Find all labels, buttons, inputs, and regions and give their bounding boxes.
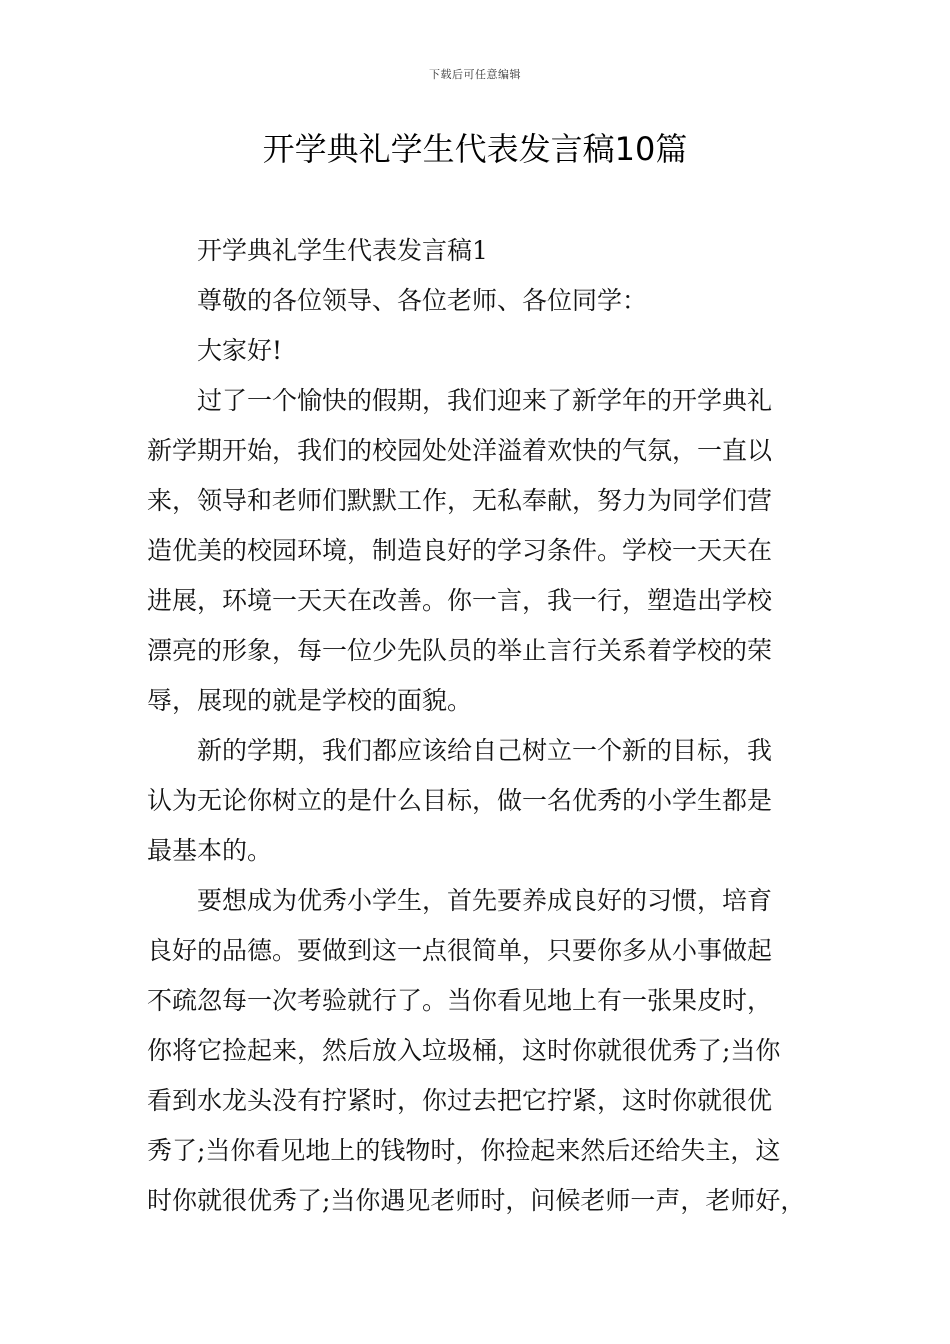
text-line: 良好的品德。要做到这一点很简单，只要你多从小事做起 bbox=[147, 936, 773, 965]
text-line: 时你就很优秀了;当你遇见老师时，问候老师一声，老师好， bbox=[147, 1186, 806, 1215]
text-line: 新学期开始，我们的校园处处洋溢着欢快的气氛，一直以 bbox=[147, 436, 773, 465]
header-note: 下载后可任意编辑 bbox=[429, 68, 521, 81]
text-line: 漂亮的形象，每一位少先队员的举止言行关系着学校的荣 bbox=[147, 636, 773, 665]
text-line: 造优美的校园环境，制造良好的学习条件。学校一天天在 bbox=[147, 536, 773, 565]
text-line: 不疏忽每一次考验就行了。当你看见地上有一张果皮时， bbox=[147, 986, 773, 1015]
document-body bbox=[147, 226, 815, 1226]
text-line: 进展，环境一天天在改善。你一言，我一行，塑造出学校 bbox=[147, 586, 773, 615]
text-line: 新的学期，我们都应该给自己树立一个新的目标，我 bbox=[197, 736, 773, 765]
text-line: 大家好! bbox=[197, 336, 283, 365]
text-line: 开学典礼学生代表发言稿1 bbox=[197, 236, 488, 265]
text-line: 最基本的。 bbox=[147, 836, 273, 865]
text-line: 来，领导和老师们默默工作，无私奉献，努力为同学们营 bbox=[147, 486, 773, 515]
text-line: 尊敬的各位领导、各位老师、各位同学： bbox=[197, 286, 648, 315]
text-line: 辱，展现的就是学校的面貌。 bbox=[147, 686, 473, 715]
text-line: 看到水龙头没有拧紧时，你过去把它拧紧，这时你就很优 bbox=[147, 1086, 773, 1115]
text-line: 秀了;当你看见地上的钱物时，你捡起来然后还给失主，这 bbox=[147, 1136, 781, 1165]
text-line: 认为无论你树立的是什么目标，做一名优秀的小学生都是 bbox=[147, 786, 773, 815]
text-line: 要想成为优秀小学生，首先要养成良好的习惯，培育 bbox=[197, 886, 773, 915]
text-line: 过了一个愉快的假期，我们迎来了新学年的开学典礼 bbox=[197, 386, 773, 415]
document-title: 开学典礼学生代表发言稿10篇 bbox=[262, 130, 688, 168]
text-line: 你将它捡起来，然后放入垃圾桶，这时你就很优秀了;当你 bbox=[147, 1036, 781, 1065]
